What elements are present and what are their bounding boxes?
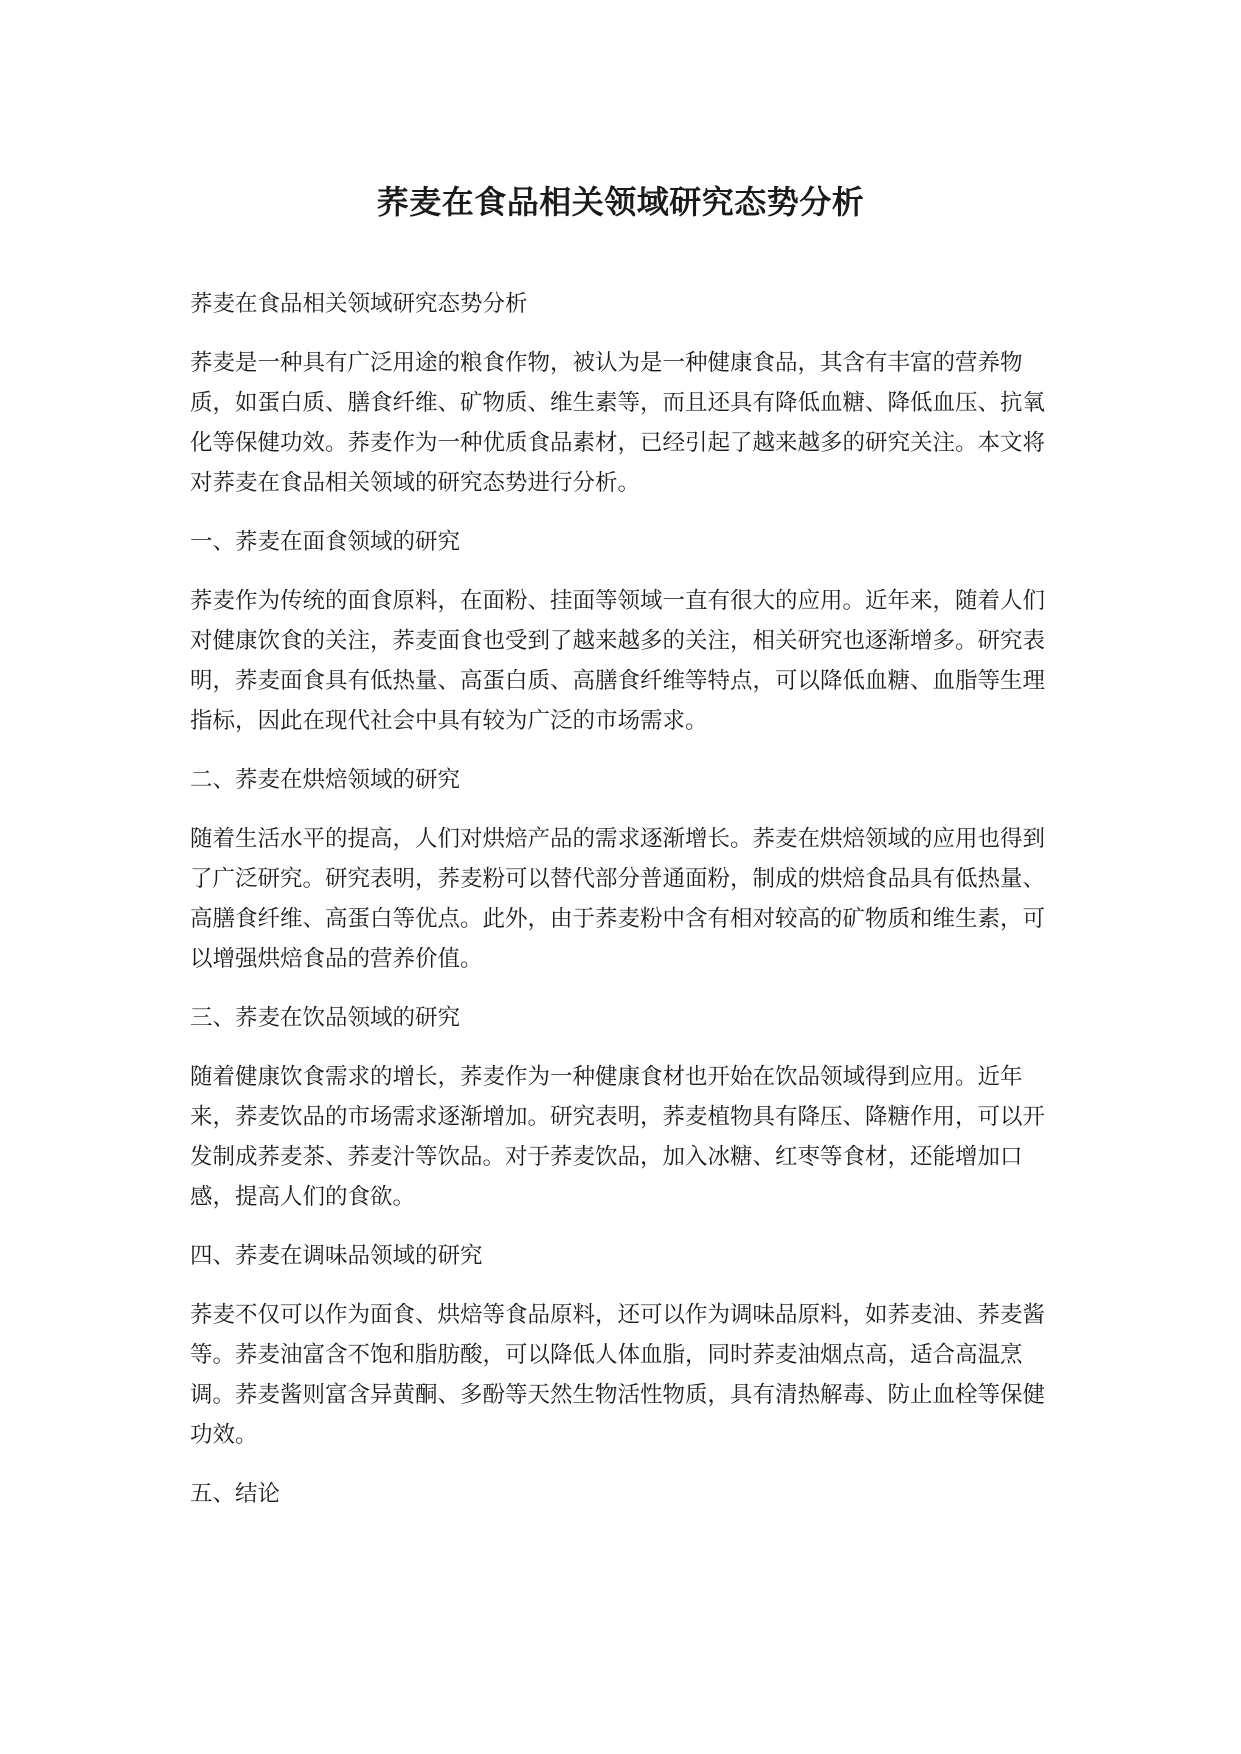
- section-heading-baking: 二、荞麦在烘焙领域的研究: [190, 767, 461, 793]
- document-body: [190, 284, 1045, 1533]
- section-body-condiments: 荞麦不仅可以作为面食、烘焙等食品原料，还可以作为调味品原料，如荞麦油、荞麦酱等。荞麦油富含不饱和脂肪酸，可以降低人体血脂，同时荞麦油烟点高，适合高温烹调。荞麦酱则富含异黄酮、多酚等天然生物活性物质，具有清热解毒、防止血栓等保健功效。: [190, 1302, 1046, 1448]
- section-heading-noodles: 一、荞麦在面食领域的研究: [190, 529, 461, 555]
- section-heading-conclusion: 五、结论: [190, 1481, 281, 1507]
- section-heading-condiments: 四、荞麦在调味品领域的研究: [190, 1243, 483, 1269]
- section-body-beverages: 随着健康饮食需求的增长，荞麦作为一种健康食材也开始在饮品领域得到应用。近年来，荞麦饮品的市场需求逐渐增加。研究表明，荞麦植物具有降压、降糖作用，可以开发制成荞麦茶、荞麦汁等饮品。对于荞麦饮品，加入冰糖、红枣等食材，还能增加口感，提高人们的食欲。: [190, 1064, 1046, 1210]
- section-body-baking: 随着生活水平的提高，人们对烘焙产品的需求逐渐增长。荞麦在烘焙领域的应用也得到了广泛研究。研究表明，荞麦粉可以替代部分普通面粉，制成的烘焙食品具有低热量、高膳食纤维、高蛋白等优点。此外，由于荞麦粉中含有相对较高的矿物质和维生素，可以增强烘焙食品的营养价值。: [190, 826, 1046, 972]
- section-heading-beverages: 三、荞麦在饮品领域的研究: [190, 1005, 461, 1031]
- document-title: 荞麦在食品相关领域研究态势分析: [376, 183, 865, 221]
- document-subtitle: 荞麦在食品相关领域研究态势分析: [190, 291, 528, 317]
- section-body-noodles: 荞麦作为传统的面食原料，在面粉、挂面等领域一直有很大的应用。近年来，随着人们对健康饮食的关注，荞麦面食也受到了越来越多的关注，相关研究也逐渐增多。研究表明，荞麦面食具有低热量、高蛋白质、高膳食纤维等特点，可以降低血糖、血脂等生理指标，因此在现代社会中具有较为广泛的市场需求。: [190, 588, 1046, 734]
- intro-paragraph: 荞麦是一种具有广泛用途的粮食作物，被认为是一种健康食品，其含有丰富的营养物质，如蛋白质、膳食纤维、矿物质、维生素等，而且还具有降低血糖、降低血压、抗氧化等保健功效。荞麦作为一种优质食品素材，已经引起了越来越多的研究关注。本文将对荞麦在食品相关领域的研究态势进行分析。: [190, 350, 1046, 496]
